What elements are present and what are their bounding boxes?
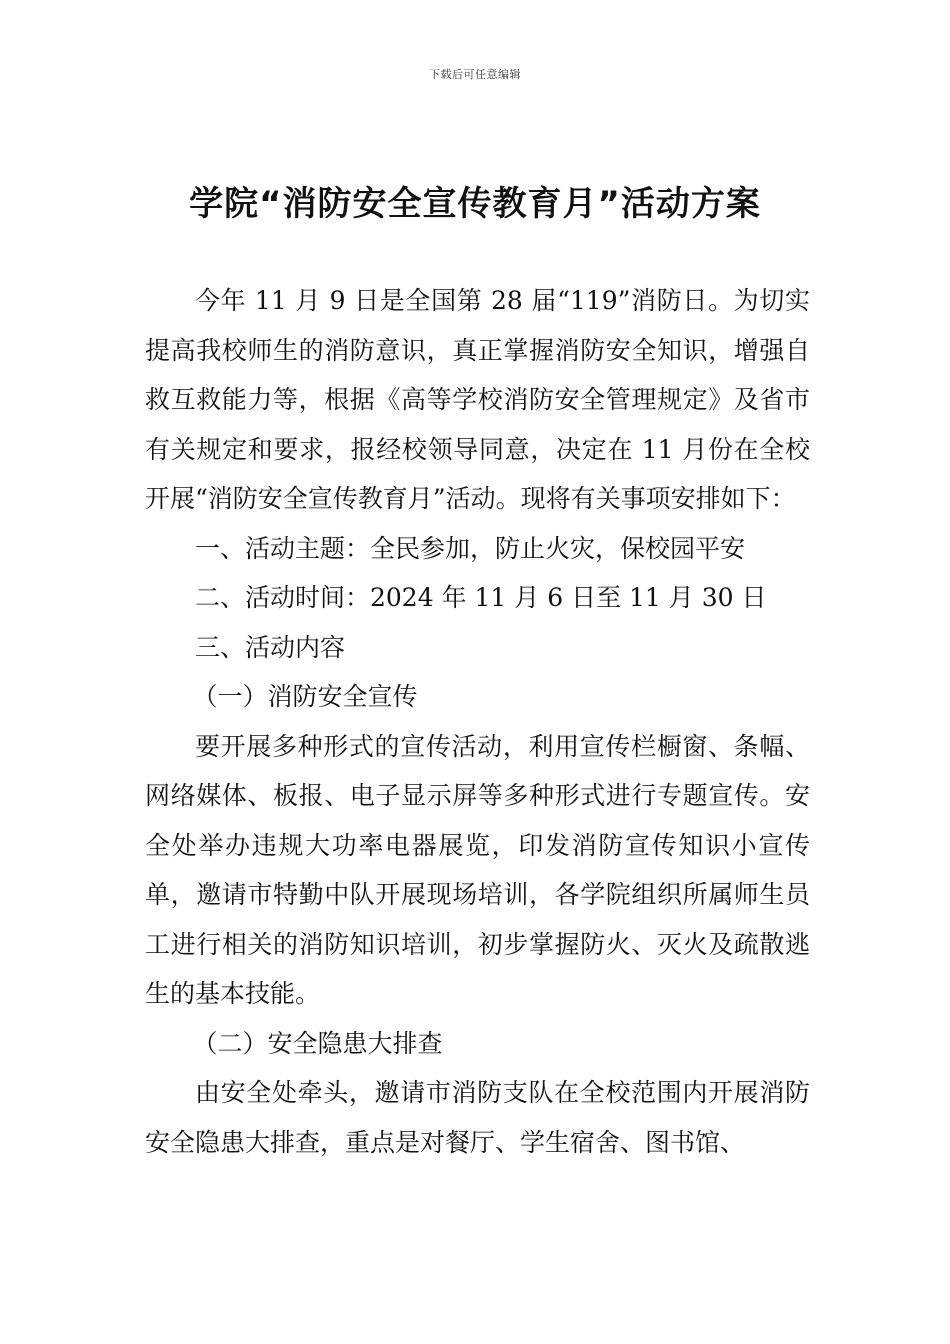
subsection-heading-inspection: （二）安全隐患大排查 [192,1028,443,1058]
header-note: 下载后可任意编辑 [429,68,521,81]
section-heading-content: 三、活动内容 [195,632,346,662]
paragraph-publicity: 要开展多种形式的宣传活动，利用宣传栏橱窗、条幅、网络媒体、板报、电子显示屏等多种形式进行专题宣传。安全处举办违规大功率电器展览，印发消防宣传知识小宣传单，邀请市特勤中队开展现场培训，各学院组织所属师生员工进行相关的消防知识培训，初步掌握防火、灭火及疏散逃生的基本技能。 [145,731,810,1008]
paragraph-inspection: 由安全处牵头，邀请市消防支队在全校范围内开展消防安全隐患大排查，重点是对餐厅、学生宿舍、图书馆、 [145,1078,810,1157]
subsection-heading-publicity: （一）消防安全宣传 [192,682,418,711]
paragraph-time: 二、活动时间：2024 年 11 月 6 日至 11 月 30 日 [195,583,767,612]
paragraph-intro: 今年 11 月 9 日是全国第 28 届“119”消防日。为切实提高我校师生的消防意识，真正掌握消防安全知识，增强自救互救能力等，根据《高等学校消防安全管理规定》及省市有关规定和要求，报经校领导同意，决定在 11 月份在全校开展“消防安全宣传教育月”活动。现将有关事项安排如下： [145,286,810,513]
paragraph-theme: 一、活动主题：全民参加，防止火灾，保校园平安 [195,533,746,563]
document-body [145,276,810,1167]
document-title: 学院“消防安全宣传教育月”活动方案 [189,184,761,224]
